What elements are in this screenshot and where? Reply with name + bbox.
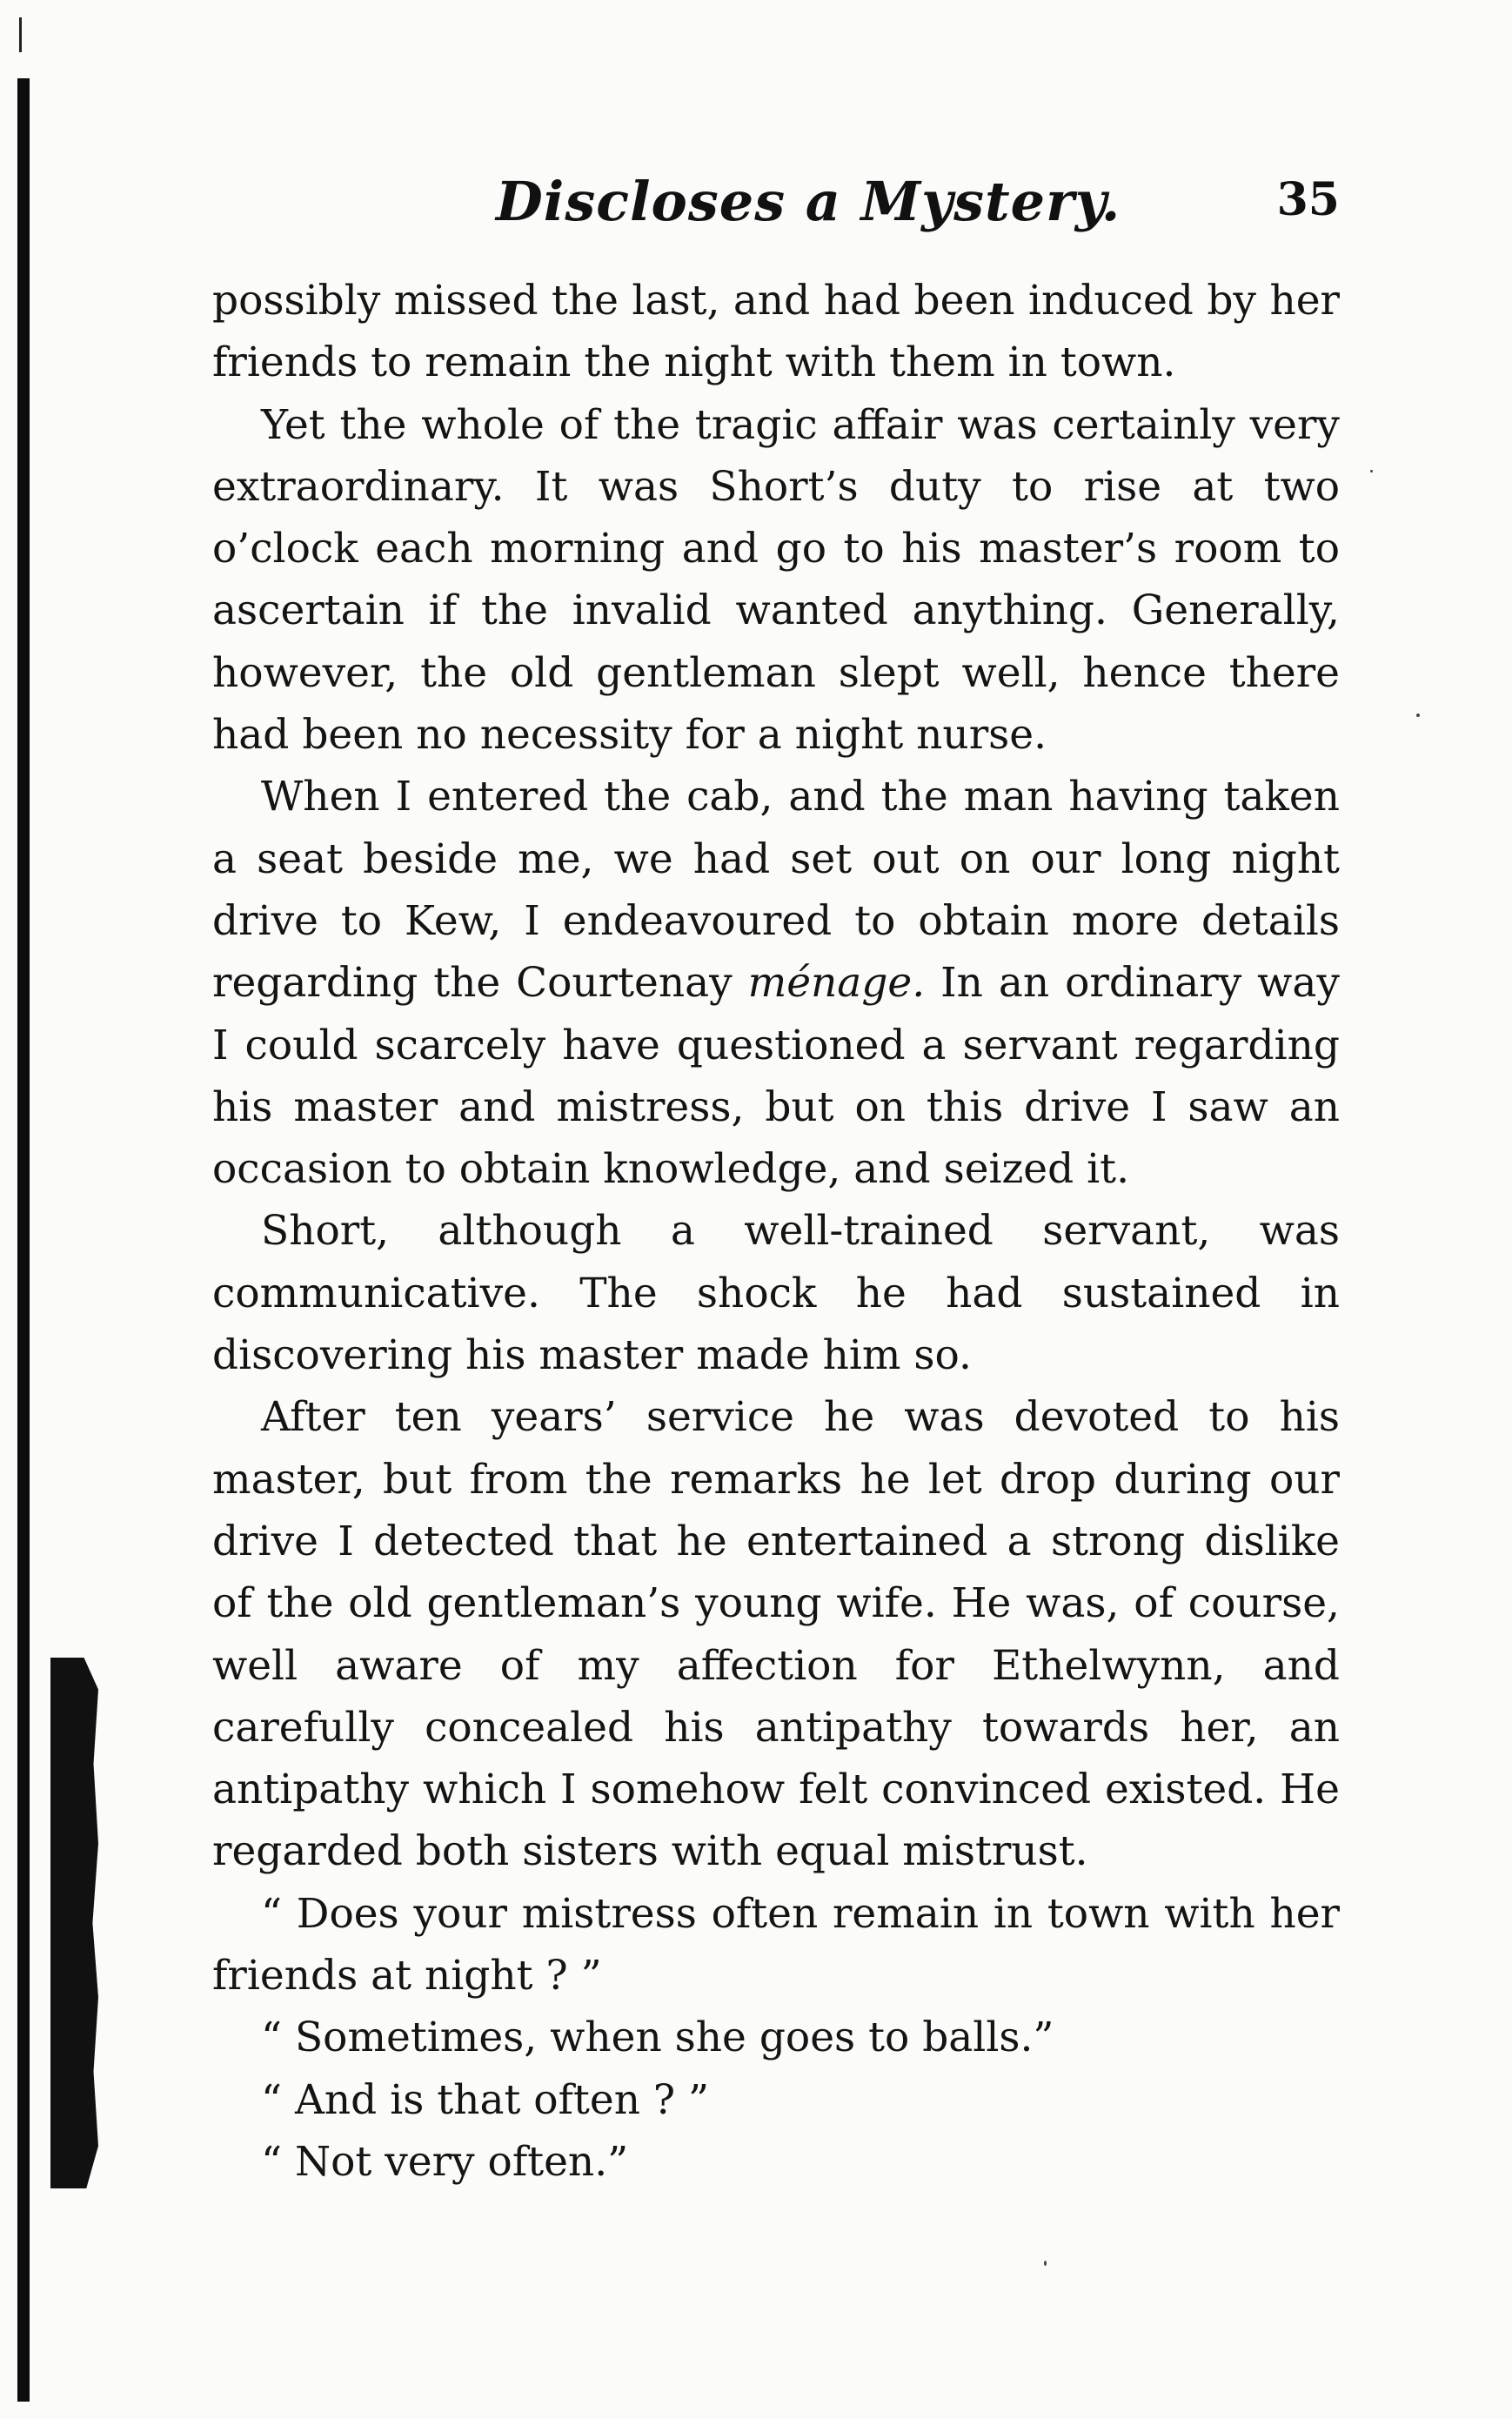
page-body (212, 270, 1340, 2193)
paragraph-3-italic-word: ménage. (747, 959, 926, 1008)
running-title: Discloses a Mystery. (496, 170, 1121, 233)
binding-edge (17, 78, 30, 2402)
page-number: 35 (1276, 173, 1340, 226)
dialogue-line-3: “ And is that often ? ” (261, 2075, 710, 2124)
binding-mark (19, 17, 22, 52)
paper-speck (1416, 714, 1420, 717)
paragraph-3 (212, 766, 1340, 1200)
paragraph-4: Short, although a well-trained servant, was communicative. The shock he had sustained in discovering his master made him so. (212, 1207, 1340, 1380)
dialogue-line-4: “ Not very often.” (261, 2137, 629, 2186)
paragraph-3-continued: In an ordinary way I could scarcely have questioned a servant regarding his master and mistress, but on this drive I saw an occasion to obtain knowledge, and seized it. (212, 959, 1340, 1194)
paragraph-5: After ten years’ service he was devoted to his master, but from the remarks he let drop during our drive I detected that he entertained a strong dislike of the old gentleman’s young wife. He was, of course, well aware of my affection for Ethelwynn, and carefully concealed his antipathy towards her, an antipathy which I somehow felt convinced existed. He regarded both sisters with equal mistrust. (212, 1393, 1340, 1876)
dialogue-line-2: “ Sometimes, when she goes to balls.” (261, 2014, 1054, 2062)
paper-speck (1044, 2261, 1047, 2266)
paragraph-1: possibly missed the last, and had been induced by her friends to remain the night with them in town. (212, 277, 1340, 387)
paragraph-2: Yet the whole of the tragic affair was certainly very extraordinary. It was Short’s duty to rise at two o’clock each morning and go to his master’s room to ascertain if the invalid wanted anything. Generally, however, the old gentleman slept well, hence there had been no necessity for a night nurse. (212, 400, 1340, 760)
paragraph-3-text: When I entered the cab, and the man having taken a seat beside me, we had set out on our long night drive to Kew, I endeavoured to obtain more details regarding the Courtenay (212, 773, 1340, 1008)
paper-speck (1370, 470, 1373, 472)
binding-shadow (50, 1658, 98, 2188)
page-header (209, 170, 1340, 248)
dialogue-line-1: “ Does your mistress often remain in town with her friends at night ? ” (212, 1889, 1340, 2000)
